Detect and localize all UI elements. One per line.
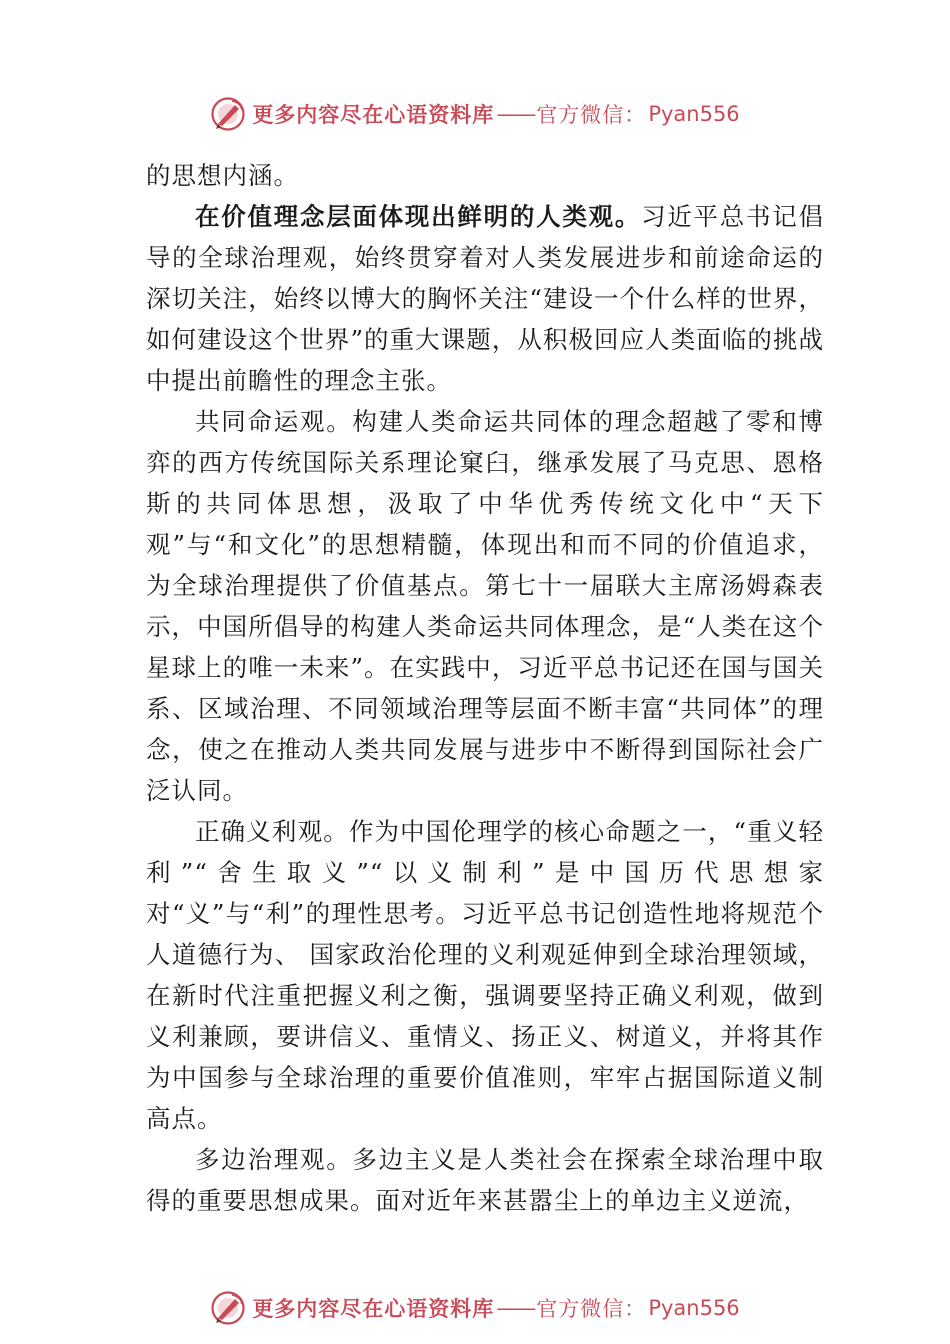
wechat-id: Pyan556 bbox=[648, 102, 740, 126]
banner-dash: —— bbox=[496, 1296, 535, 1320]
banner-title: 更多内容尽在心语资料库 bbox=[252, 1297, 495, 1321]
paragraph-multilateral-governance: 多边治理观。多边主义是人类社会在探索全球治理中取得的重要思想成果。面对近年来甚嚣尘上的单边主义逆流， bbox=[146, 1145, 824, 1215]
banner-title: 更多内容尽在心语资料库 bbox=[252, 103, 495, 127]
paragraph-shared-destiny: 共同命运观。构建人类命运共同体的理念超越了零和博弈的西方传统国际关系理论窠臼，继承发展了马克思、恩格斯的共同体思想，汲取了中华优秀传统文化中“天下观”与“和文化”的思想精髓，体现出和而不同的价值追求，为全球治理提供了价值基点。第七十一届联大主席汤姆森表示，中国所倡导的构建人类命运共同体理念，是“人类在这个星球上的唯一未来”。在实践中，习近平总书记还在国与国关系、区域治理、不同领域治理等层面不断丰富“共同体”的理念，使之在推动人类共同发展与进步中不断得到国际社会广泛认同。 bbox=[146, 407, 824, 805]
header-banner bbox=[0, 94, 950, 134]
paragraph-righteousness-interest: 正确义利观。作为中国伦理学的核心命题之一，“重义轻利”“舍生取义”“以义制利”是中国历代思想家对“义”与“利”的理性思考。习近平总书记创造性地将规范个人道德行为、 国家政治伦理的义利观延伸到全球治理领域，在新时代注重把握义利之衡，强调要坚持正确义利观，做到义利兼顾，要讲信义、重情义、扬正义、树道义，并将其作为中国参与全球治理的重要价值准则，牢牢占据国际道义制高点。 bbox=[146, 817, 824, 1133]
paragraph-human-view bbox=[146, 196, 824, 401]
paragraph-heading: 在价值理念层面体现出鲜明的人类观。 bbox=[195, 202, 642, 231]
paragraph-text: 习近平总书记倡导的全球治理观，始终贯穿着对人类发展进步和前途命运的深切关注，始终以博大的胸怀关注“建设一个什么样的世界，如何建设这个世界”的重大课题，从积极回应人类面临的挑战中提出前瞻性的理念主张。 bbox=[146, 202, 825, 395]
paragraph-continuation: 的思想内涵。 bbox=[146, 161, 299, 190]
document-body bbox=[146, 155, 824, 1221]
banner-subtitle: 官方微信： bbox=[536, 1297, 647, 1321]
pen-nib-logo-icon bbox=[210, 96, 246, 132]
footer-banner bbox=[0, 1288, 950, 1328]
wechat-id: Pyan556 bbox=[648, 1296, 740, 1320]
pen-nib-logo-icon bbox=[210, 1290, 246, 1326]
banner-subtitle: 官方微信： bbox=[536, 103, 647, 127]
banner-dash: —— bbox=[496, 102, 535, 126]
